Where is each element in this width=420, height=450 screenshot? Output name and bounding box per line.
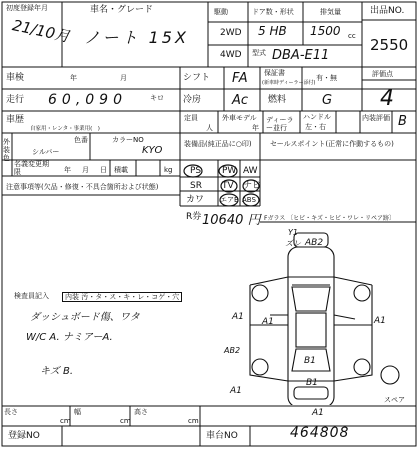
history-sub: 自家用・レンタ・事業用( )	[30, 126, 100, 132]
lot-value: 2550	[370, 36, 409, 54]
wheel-rr	[354, 359, 370, 375]
model-value: DBA-E11	[272, 48, 330, 63]
handle-label: ハンドル	[303, 113, 331, 121]
shift-value: FA	[232, 71, 248, 86]
ac-label: 冷房	[183, 95, 202, 105]
mark-b1-rear: B1	[306, 378, 318, 388]
height-unit: cm	[188, 417, 199, 425]
equip-aw: AW	[243, 166, 258, 176]
shaken-label: 車検	[6, 73, 25, 83]
inspector-label: 検査員記入	[14, 292, 49, 300]
chassis-value: 464808	[290, 425, 350, 441]
reg-no-label: 登録NO	[8, 431, 40, 441]
mileage-unit: キロ	[150, 94, 164, 102]
capacity-unit: 人	[206, 124, 213, 132]
circle-ps	[184, 165, 202, 177]
circle-pw	[219, 165, 237, 177]
car-name-value: ノート 15X	[84, 28, 189, 47]
equip-label: 装備品(純正品に○印)	[184, 140, 252, 148]
equip-tv: TV	[222, 181, 234, 191]
car-diagram	[230, 225, 410, 405]
spare-label: スペア	[384, 396, 405, 404]
warranty-opts: 有・無	[316, 74, 337, 82]
note-line2: W/C A. ナミアーA.	[26, 332, 113, 343]
doors-label: ドア数・形状	[252, 8, 294, 16]
mark-ab2-top: AB2	[305, 238, 324, 248]
model-label: 型式	[252, 49, 266, 57]
width-unit: cm	[120, 417, 131, 425]
equip-navi: ナビ	[243, 181, 262, 191]
mark-zure: ズレ	[285, 239, 301, 248]
wheel-fl	[252, 285, 268, 301]
spare-tire-icon	[381, 366, 399, 384]
circle-tv	[221, 180, 237, 192]
color-no-label: 色番	[74, 136, 88, 144]
score-value: 4	[380, 86, 394, 111]
lot-label: 出品NO.	[370, 6, 405, 16]
wheel-rl	[252, 359, 268, 375]
height-label: 高さ	[134, 408, 148, 416]
mark-ab2-left: AB2	[224, 346, 241, 355]
inspector-opts: 内装 汚・タ・ス・キ・レ・コゲ・穴	[62, 292, 182, 302]
circle-abs	[243, 194, 259, 206]
interior-value: B	[398, 114, 407, 129]
mark-a1-rearleft: A1	[230, 386, 242, 396]
length-label: 長さ	[4, 408, 18, 416]
shaken-month: 月	[120, 74, 127, 82]
wheel-fr	[354, 285, 370, 301]
note-line3: キズ B.	[40, 366, 74, 377]
dealer-label: ディーラー並行	[266, 116, 294, 132]
length-unit: cm	[60, 417, 71, 425]
drive-2wd: 2WD	[220, 28, 242, 38]
name-change-year: 年	[64, 166, 71, 174]
mark-b1-roof: B1	[304, 356, 316, 366]
mark-a1-right: A1	[374, 316, 386, 326]
history-label: 車歴	[6, 115, 25, 125]
fuel-label: 燃料	[268, 95, 287, 105]
ext-model-unit: 年	[252, 124, 259, 132]
color-value: シルバー	[32, 148, 60, 156]
width-label: 幅	[74, 408, 81, 416]
rkey-label: R券	[186, 212, 202, 222]
color-no-label2: カラーNO	[112, 136, 144, 144]
sell-points-label: セールスポイント(正常に作動するもの)	[270, 140, 394, 148]
fuel-value: G	[322, 93, 333, 108]
equip-leather: カワ	[186, 195, 205, 205]
displacement-unit: cc	[348, 32, 356, 40]
displacement-label: 排気量	[320, 8, 341, 16]
equip-ps: PS	[190, 166, 202, 176]
color-label: 外装色	[3, 138, 10, 162]
mileage-label: 走行	[6, 95, 25, 105]
shift-label: シフト	[183, 73, 211, 83]
loading-unit: kg	[164, 166, 173, 174]
score-label: 評価点	[372, 70, 393, 78]
first-reg-value: 21/10月	[10, 16, 72, 46]
ac-value: Ac	[232, 93, 249, 108]
mileage-value: 60,090	[48, 92, 127, 108]
mark-a1-door: A1	[262, 317, 274, 327]
drive-label: 駆動	[214, 8, 228, 16]
note-line1: ダッシュボード傷、ワタ	[30, 312, 140, 323]
equip-pw: PW	[222, 166, 237, 176]
color-no-value: KYO	[142, 145, 163, 156]
rkey-value: 10640 円	[202, 213, 261, 228]
shaken-year: 年	[70, 74, 77, 82]
mark-y1: Y1	[288, 228, 298, 237]
drive-4wd: 4WD	[220, 50, 242, 60]
equip-sr: SR	[190, 181, 202, 191]
warranty-label: 保証書	[264, 69, 285, 77]
ext-model-label: 外車モデル	[222, 114, 257, 122]
mark-a1-bottom: A1	[312, 408, 324, 418]
equip-abs: ABS	[242, 196, 256, 204]
name-change-month: 月	[82, 166, 89, 174]
equip-airbag: エアB	[220, 196, 239, 204]
displacement-value: 1500	[310, 24, 341, 38]
mark-a1-left: A1	[232, 312, 244, 322]
first-reg-label: 初度登録年月	[6, 4, 48, 12]
loading-label: 積載	[114, 166, 128, 174]
capacity-label: 定員	[184, 114, 198, 122]
caution-label: 注意事項等(欠品・修復・不具合箇所および状態)	[6, 183, 159, 191]
name-change-label: 名義変更期限	[14, 160, 49, 176]
circle-navi	[243, 180, 262, 192]
doors-value: 5 HB	[258, 24, 287, 38]
diagram-legend: Fガラス 〔ヒビ・キズ・ヒビ・ワレ・リペア跡〕	[264, 215, 395, 222]
car-name-label: 車名・グレード	[90, 5, 154, 15]
equip-circles	[180, 160, 260, 206]
warranty-sub: (新車時ディーラー添付)	[262, 80, 316, 86]
chassis-label: 車台NO	[206, 431, 238, 441]
handle-opts: 左・右	[305, 123, 326, 131]
interior-label: 内装評価	[362, 114, 390, 122]
circle-airbag	[220, 194, 238, 206]
name-change-day: 日	[100, 166, 107, 174]
